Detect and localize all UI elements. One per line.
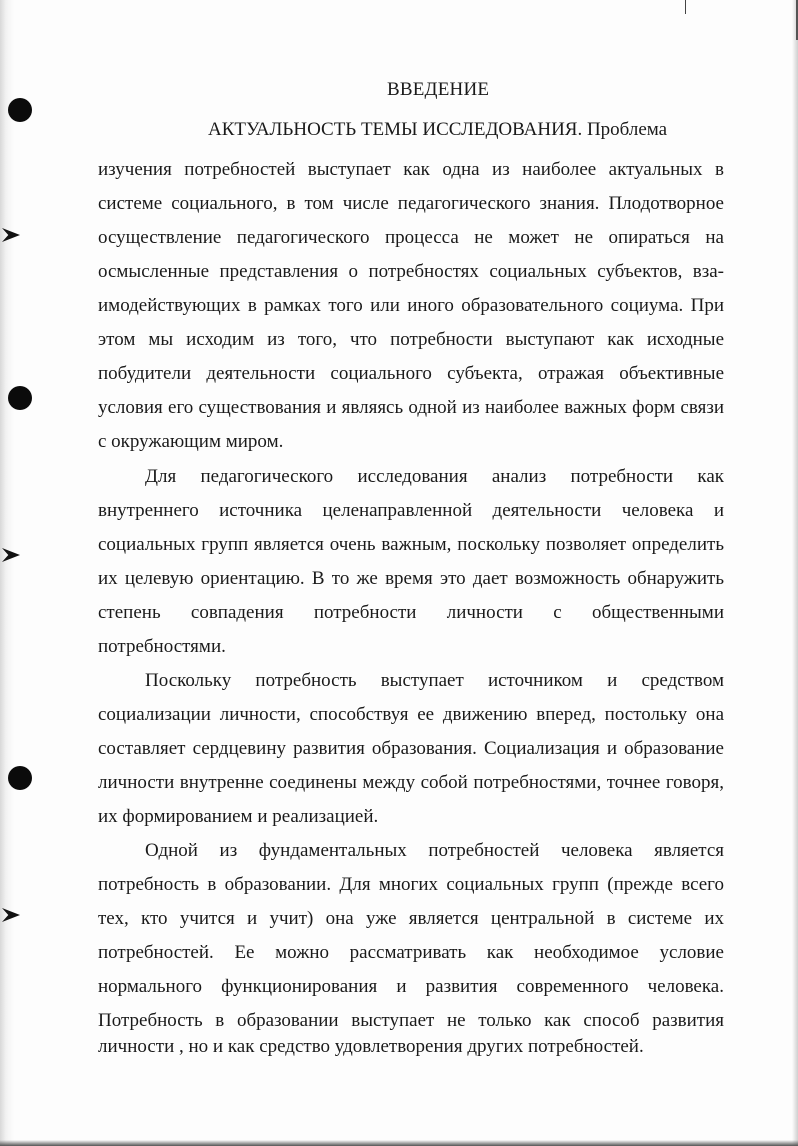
text-line: потребность в образовании. Для многих социальных групп (прежде всего — [98, 874, 724, 895]
scan-right-edge — [792, 0, 798, 1146]
text-line: имодействующих в рамках того или иного образовательного социума. При — [98, 295, 724, 316]
binder-hole-icon — [8, 766, 32, 790]
text-line: Для педагогического исследования анализ потребности как — [145, 466, 724, 487]
text-line: Поскольку потребность выступает источником и средством — [145, 670, 724, 691]
text-line: личности , но и как средство удовлетворения других потребностей. — [98, 1036, 644, 1057]
text-line: социальных групп является очень важным, поскольку позволяет определить — [98, 534, 724, 555]
text-line: потребностей. Ее можно рассматривать как необходимое условие — [98, 942, 724, 963]
text-line: нормального функционирования и развития современного человека. — [98, 976, 724, 997]
text-line: их целевую ориентацию. В то же время это дает возможность обнаружить — [98, 568, 724, 589]
heading-text: ВВЕДЕНИЕ — [387, 79, 490, 100]
text-line: осуществление педагогического процесса не может не опираться на — [98, 227, 724, 248]
text-line: степень совпадения потребности личности с общественными — [98, 602, 724, 623]
scan-left-edge — [0, 0, 14, 1146]
text-line: этом мы исходим из того, что потребности выступают как исходные — [98, 329, 724, 350]
scan-bottom-edge — [0, 1140, 798, 1146]
text-line: системе социального, в том числе педагогического знания. Плодотворное — [98, 193, 724, 214]
text-line: социализации личности, способствуя ее движению вперед, постольку она — [98, 704, 724, 725]
text-line: Одной из фундаментальных потребностей человека является — [145, 840, 724, 861]
topic-heading: АКТУАЛЬНОСТЬ ТЕМЫ ИССЛЕДОВАНИЯ. Проблема — [208, 119, 668, 140]
text-line: Потребность в образовании выступает не только как способ развития — [98, 1010, 724, 1031]
text-line: тех, кто учится и учит) она уже является центральной в системе их — [98, 908, 724, 929]
scan-corner-mark — [685, 0, 686, 14]
text-line: составляет сердцевину развития образования. Социализация и образование — [98, 738, 724, 759]
text-line: осмысленные представления о потребностях социальных субъектов, вза- — [98, 261, 724, 282]
text-line: изучения потребностей выступает как одна из наиболее актуальных в — [98, 159, 724, 180]
text-line: потребностями. — [98, 636, 226, 657]
binder-hole-icon — [8, 386, 32, 410]
text-line: их формированием и реализацией. — [98, 806, 379, 827]
text-line: с окружающим миром. — [98, 431, 284, 452]
binder-hole-icon — [8, 98, 32, 122]
text-line: условия его существования и являясь одной из наиболее важных форм связи — [98, 397, 724, 418]
text-line: личности внутренне соединены между собой потребностями, точнее говоря, — [98, 772, 724, 793]
text-line: побудители деятельности социального субъекта, отражая объективные — [98, 363, 724, 384]
text-line: внутреннего источника целенаправленной деятельности человека и — [98, 500, 724, 521]
